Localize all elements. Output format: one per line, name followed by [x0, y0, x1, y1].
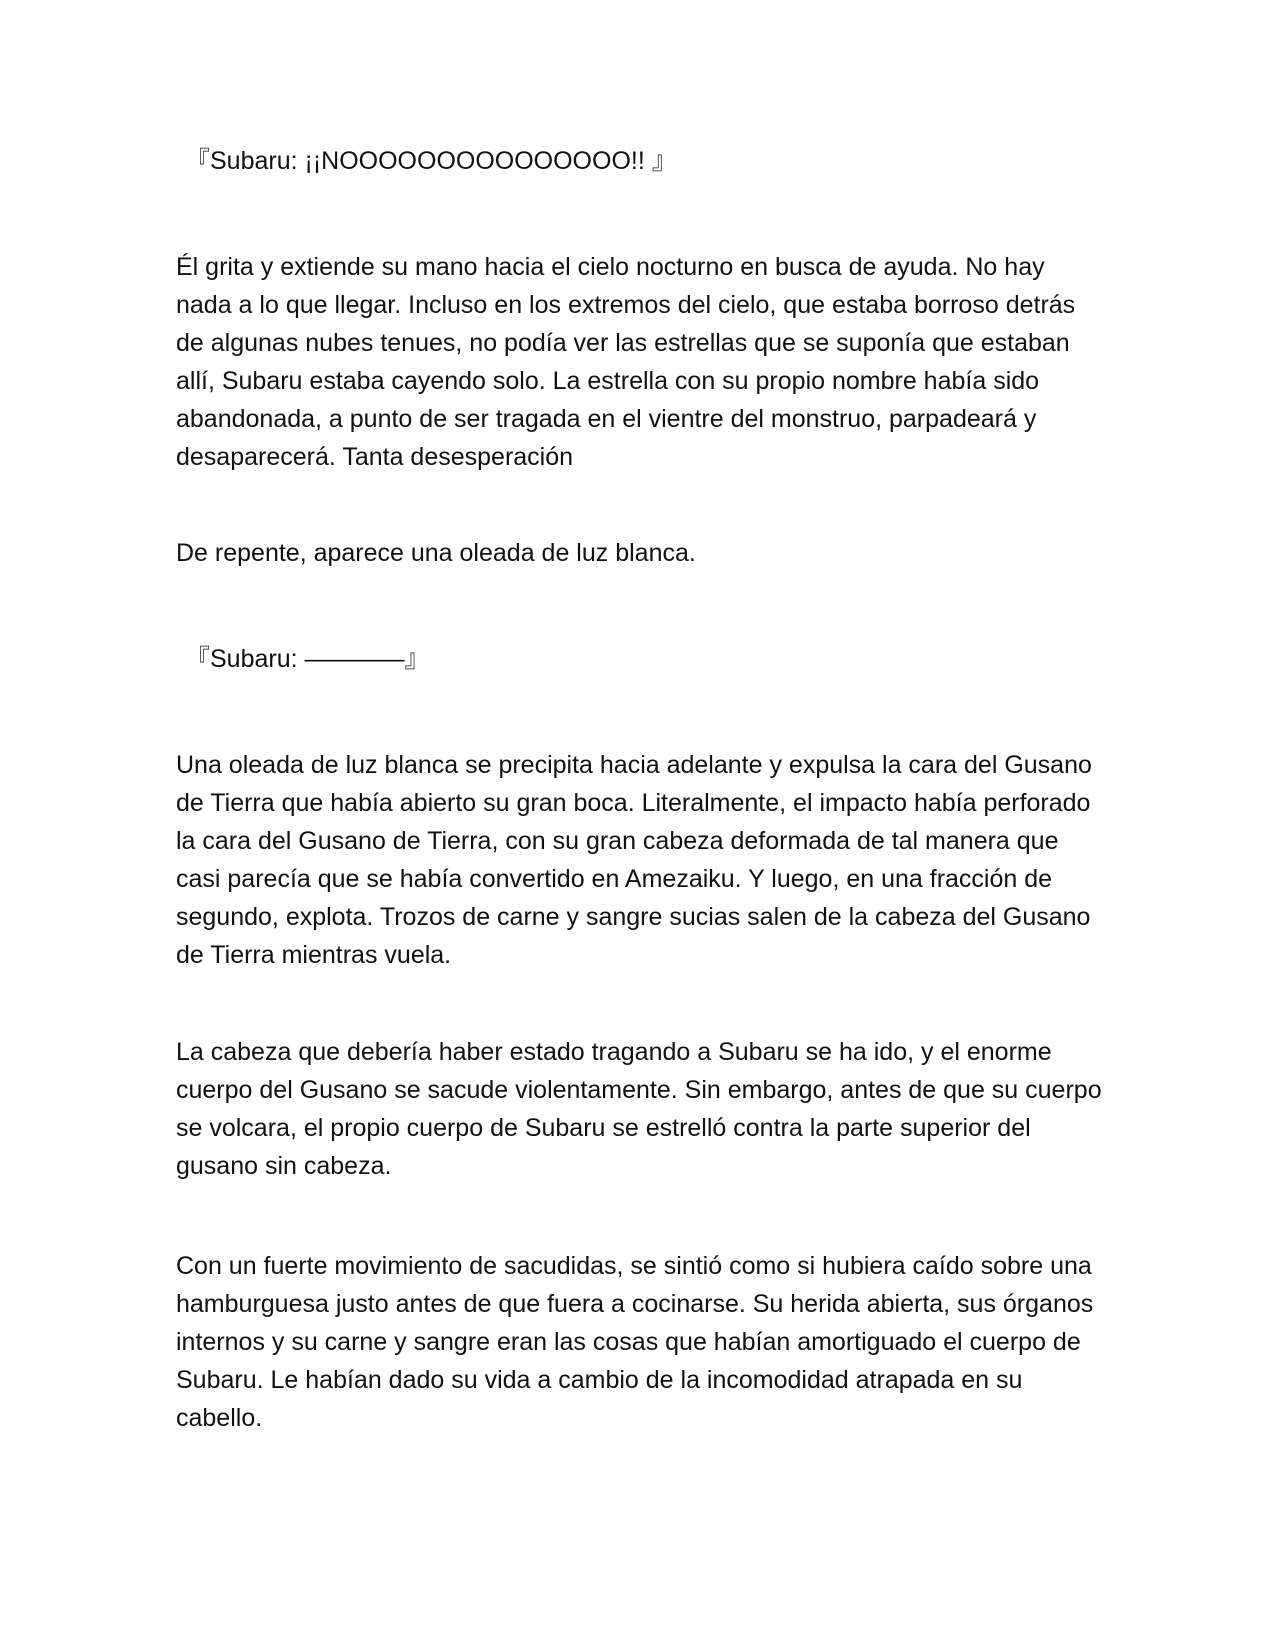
dialogue-line-1: 『Subaru: ¡¡NOOOOOOOOOOOOOOO!! 』: [185, 147, 677, 175]
paragraph-5: Con un fuerte movimiento de sacudidas, se sintió como si hubiera caído sobre una hamburguesa justo antes de que fuera a cocinarse. Su herida abierta, sus órganos internos y su carne y sangre eran las cosas que habían amortiguado el cuerpo de Subaru. Le habían dado su vida a cambio de la incomodidad atrapada en su cabello.: [176, 1252, 1094, 1432]
paragraph-4: La cabeza que debería haber estado tragando a Subaru se ha ido, y el enorme cuerpo del Gusano se sacude violentamente. Sin embargo, antes de que su cuerpo se volcara, el propio cuerpo de Subaru se estrelló contra la parte superior del gusano sin cabeza.: [176, 1038, 1102, 1180]
paragraph-2: De repente, aparece una oleada de luz blanca.: [176, 539, 696, 567]
dialogue-line-2: 『Subaru: ————』: [185, 645, 430, 673]
paragraph-3: Una oleada de luz blanca se precipita hacia adelante y expulsa la cara del Gusano de Tierra que había abierto su gran boca. Literalmente, el impacto había perforado la cara del Gusano de Tierra, con su gran cabeza deformada de tal manera que casi parecía que se había convertido en Amezaiku. Y luego, en una fracción de segundo, explota. Trozos de carne y sangre sucias salen de la cabeza del Gusano de Tierra mientras vuela.: [176, 751, 1092, 969]
paragraph-1: Él grita y extiende su mano hacia el cielo nocturno en busca de ayuda. No hay nada a lo que llegar. Incluso en los extremos del cielo, que estaba borroso detrás de algunas nubes tenues, no podía ver las estrellas que se suponía que estaban allí, Subaru estaba cayendo solo. La estrella con su propio nombre había sido abandonada, a punto de ser tragada en el vientre del monstruo, parpadeará y desaparecerá. Tanta desesperación: [176, 253, 1076, 471]
